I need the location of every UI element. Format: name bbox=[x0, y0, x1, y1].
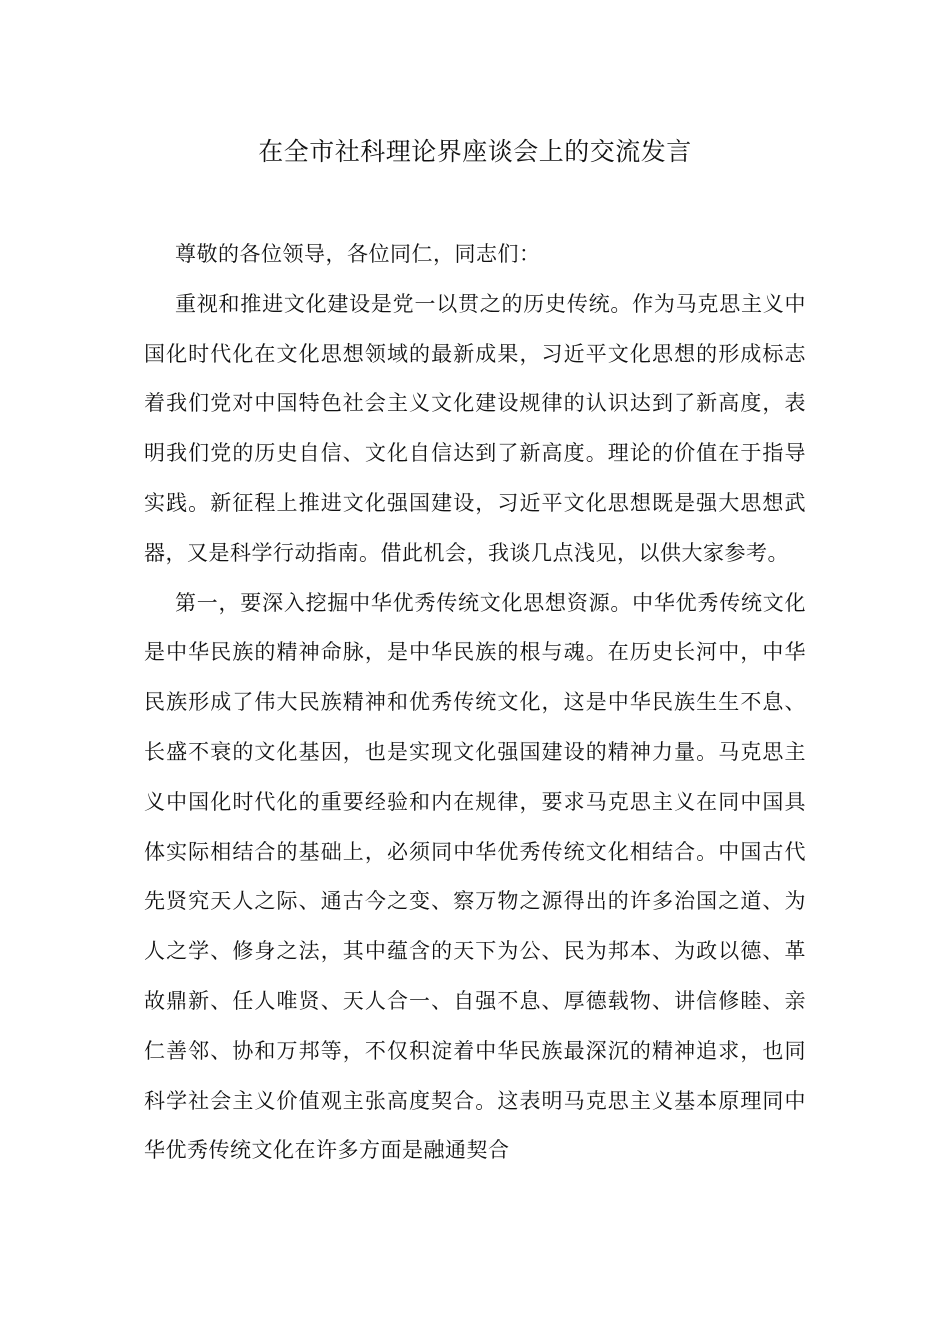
paragraph-intro: 重视和推进文化建设是党一以贯之的历史传统。作为马克思主义中国化时代化在文化思想领域的最新成果，习近平文化思想的形成标志着我们党对中国特色社会主义文化建设规律的认识达到了新高度，表明我们党的历史自信、文化自信达到了新高度。理论的价值在于指导实践。新征程上推进文化强国建设，习近平文化思想既是强大思想武器，又是科学行动指南。借此机会，我谈几点浅见，以供大家参考。 bbox=[144, 291, 806, 565]
document-body bbox=[144, 230, 806, 1176]
document-title: 在全市社科理论界座谈会上的交流发言 bbox=[258, 137, 692, 166]
greeting: 尊敬的各位领导，各位同仁，同志们： bbox=[175, 242, 541, 266]
paragraph-first-point: 第一，要深入挖掘中华优秀传统文化思想资源。中华优秀传统文化是中华民族的精神命脉，是中华民族的根与魂。在历史长河中，中华民族形成了伟大民族精神和优秀传统文化，这是中华民族生生不息、长盛不衰的文化基因，也是实现文化强国建设的精神力量。马克思主义中国化时代化的重要经验和内在规律，要求马克思主义在同中国具体实际相结合的基础上，必须同中华优秀传统文化相结合。中国古代先贤究天人之际、通古今之变、察万物之源得出的许多治国之道、为人之学、修身之法，其中蕴含的天下为公、民为邦本、为政以德、革故鼎新、任人唯贤、天人合一、自强不息、厚德载物、讲信修睦、亲仁善邻、协和万邦等，不仅积淀着中华民族最深沉的精神追求，也同科学社会主义价值观主张高度契合。这表明马克思主义基本原理同中华优秀传统文化在许多方面是融通契合 bbox=[144, 590, 806, 1163]
